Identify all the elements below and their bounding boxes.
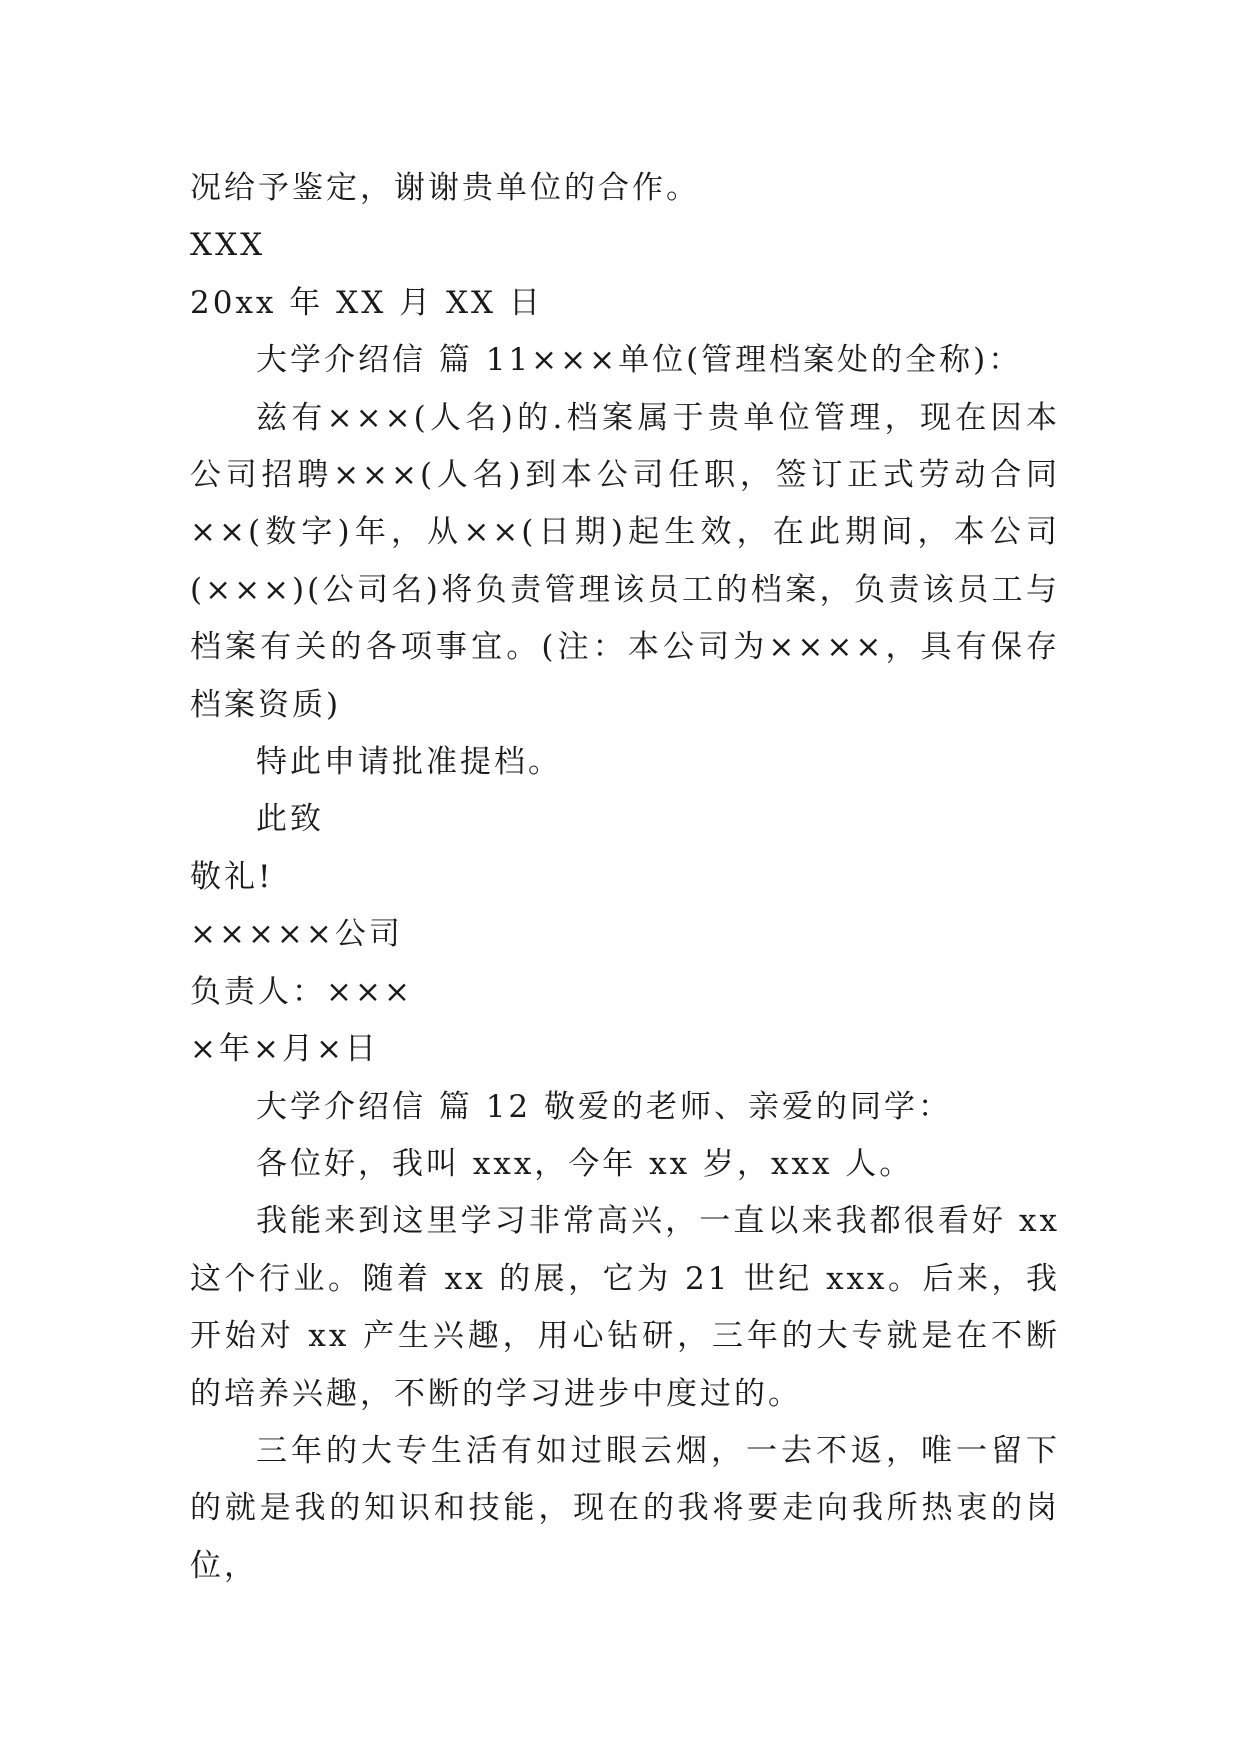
letter-12-paragraph-2: 三年的大专生活有如过眼云烟，一去不返，唯一留下的就是我的知识和技能，现在的我将要走向我所热衷的岗位， [190, 1432, 1060, 1584]
letter-11-person-in-charge: 负责人：××× [190, 973, 413, 1010]
letter-11-company: ×××××公司 [190, 916, 403, 953]
letter-11-salutation: 此致 [256, 801, 324, 838]
document-body [190, 160, 1060, 1595]
letter-11-date: ×年×月×日 [190, 1031, 379, 1068]
letter-12-paragraph-1: 我能来到这里学习非常高兴，一直以来我都很看好 xx 这个行业。随着 xx 的展，它为 21 世纪 xxx。后来，我开始对 xx 产生兴趣，用心钻研，三年的大专就是在不断的培养兴趣，不断的学习进步中度过的。 [190, 1203, 1060, 1412]
letter-12-greeting: 各位好，我叫 xxx，今年 xx 岁，xxx 人。 [256, 1145, 914, 1182]
paragraph-closing-thanks: 况给予鉴定，谢谢贵单位的合作。 [190, 170, 700, 206]
letter-11-regards: 敬礼! [190, 858, 274, 895]
signature-date: 20xx 年 XX 月 XX 日 [190, 284, 543, 321]
letter-11-heading: 大学介绍信 篇 11×××单位(管理档案处的全称)： [256, 342, 1023, 379]
signature-name: XXX [190, 227, 266, 264]
letter-12-heading: 大学介绍信 篇 12 敬爱的老师、亲爱的同学： [256, 1088, 953, 1125]
letter-11-body: 兹有×××(人名)的.档案属于贵单位管理，现在因本公司招聘×××(人名)到本公司任职，签订正式劳动合同××(数字)年，从××(日期)起生效，在此期间，本公司(×××)(公司名)将负责管理该员工的档案，负责该员工与档案有关的各项事宜。(注：本公司为××××，具有保存档案资质) [190, 399, 1060, 723]
letter-11-request: 特此申请批准提档。 [256, 744, 562, 781]
